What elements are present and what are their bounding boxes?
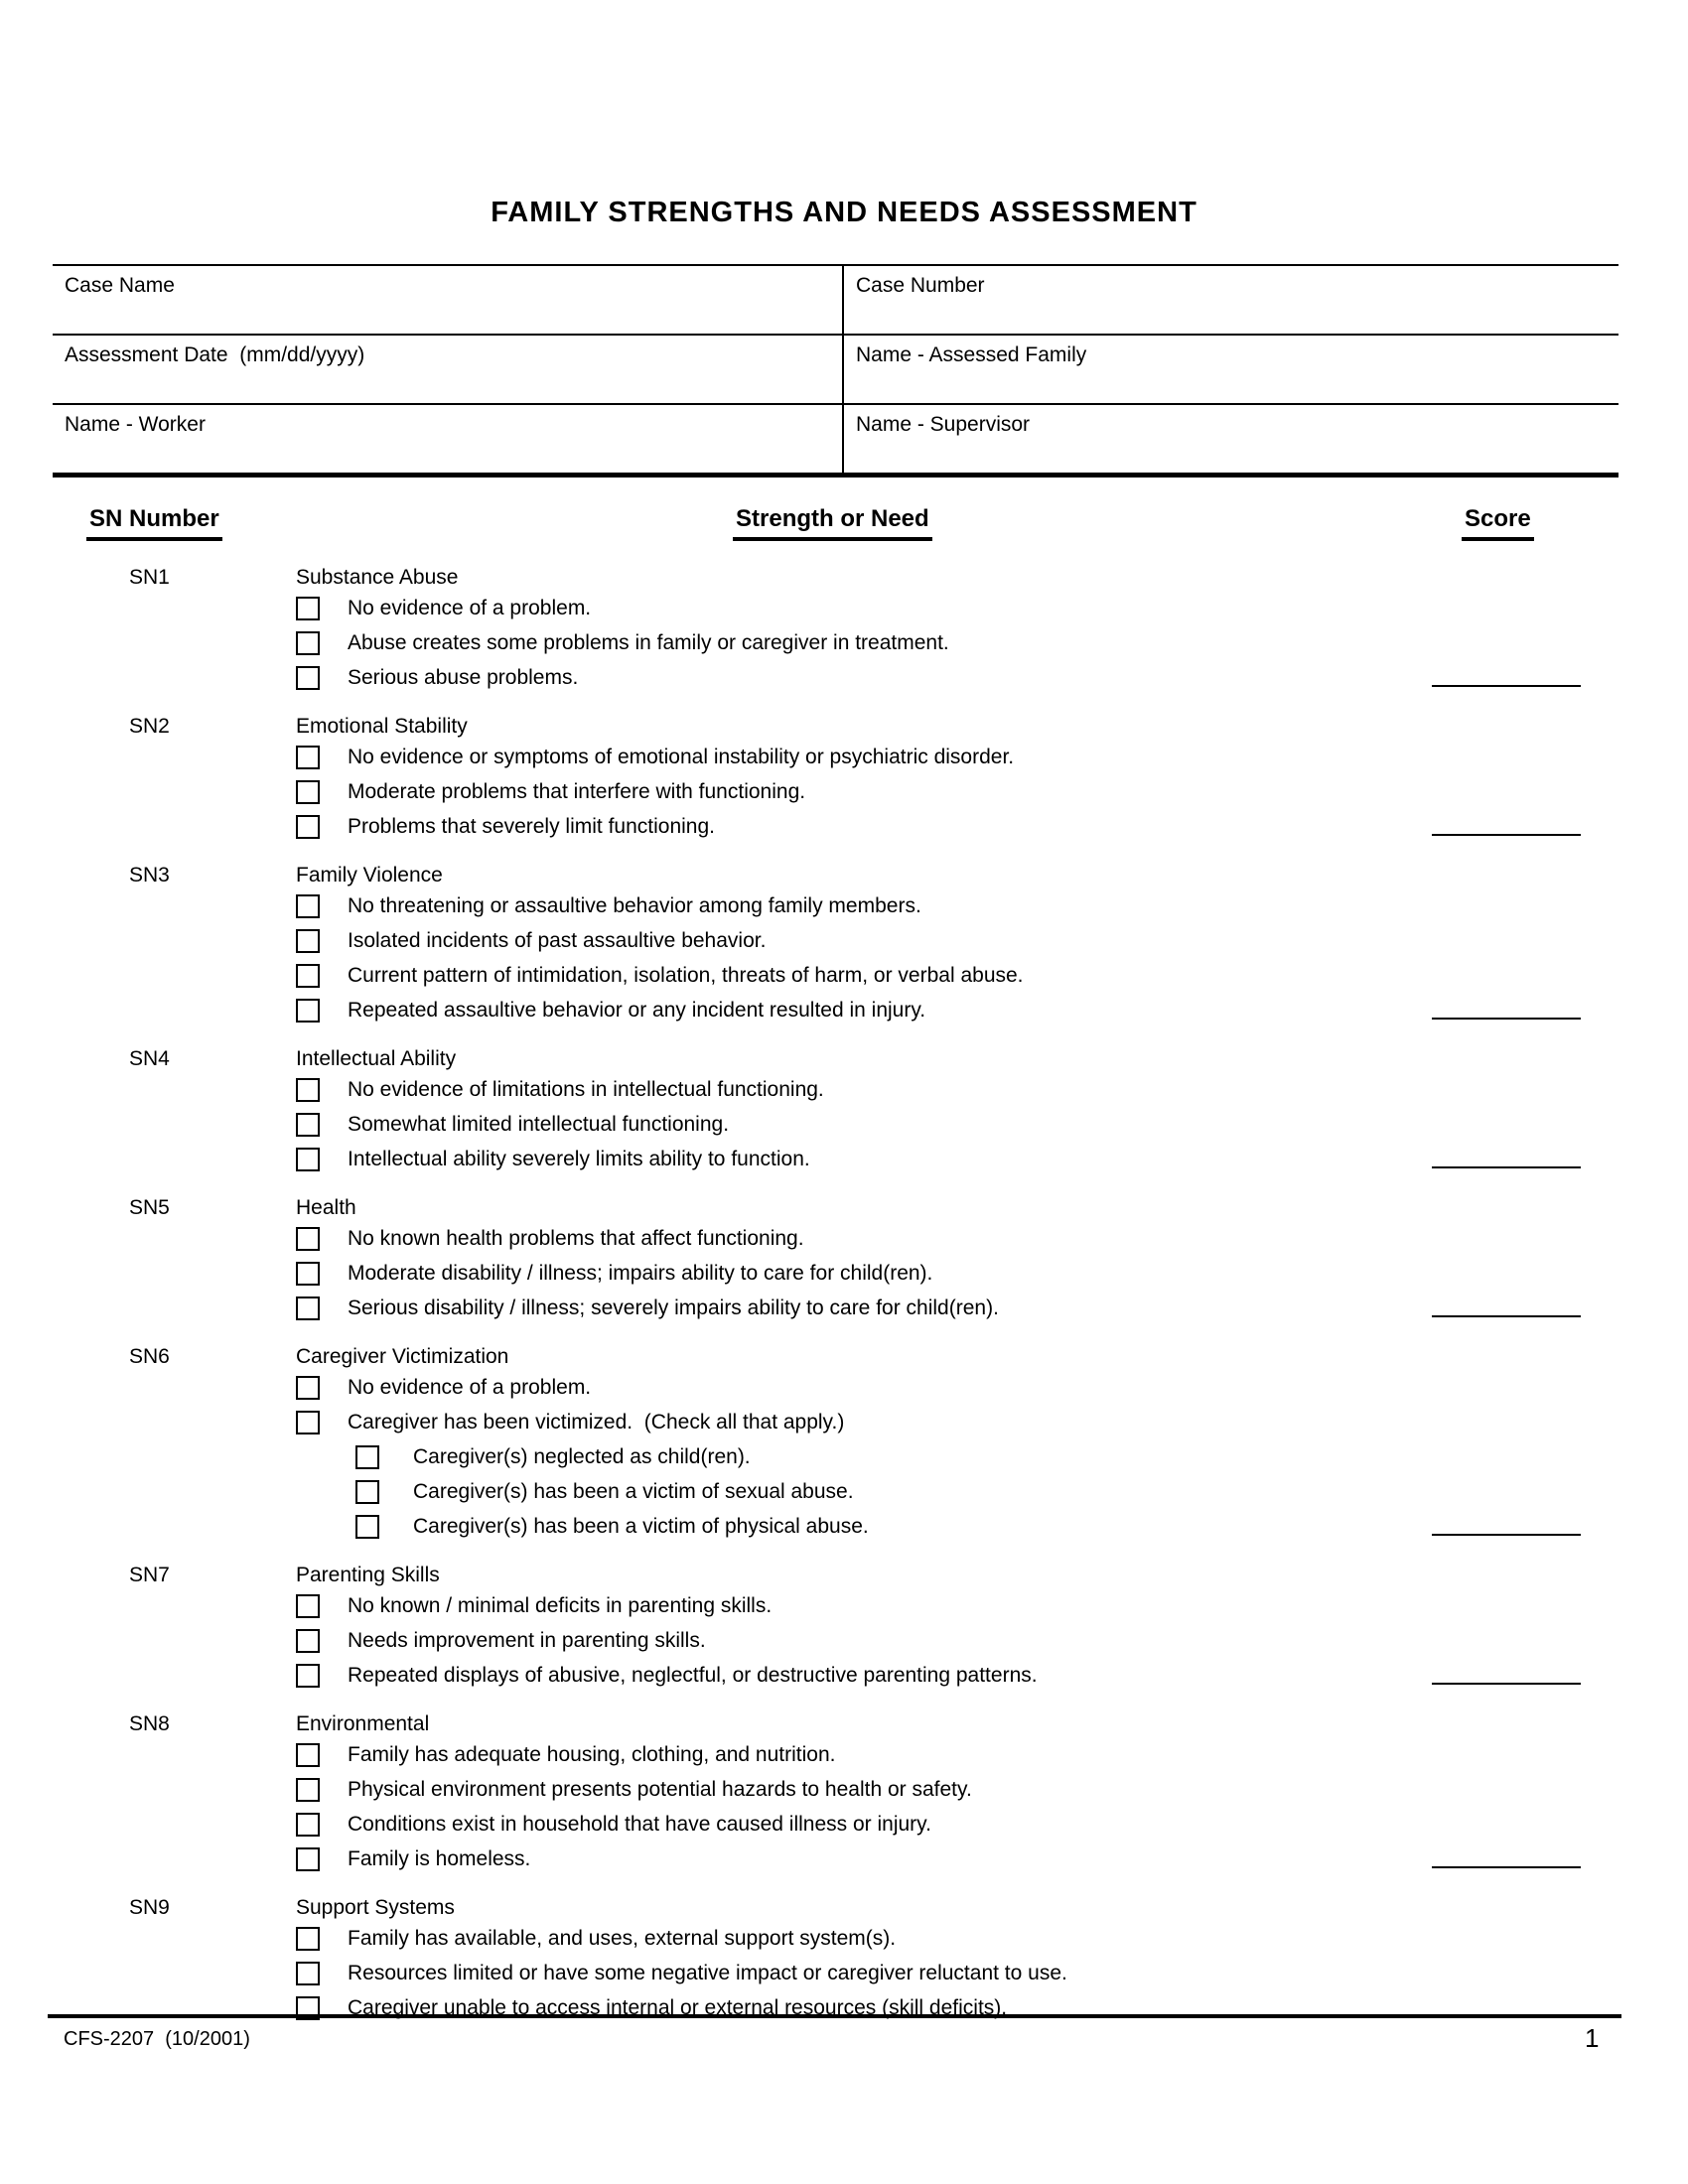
case-number-label: Case Number <box>856 274 985 297</box>
sn1-item-3-checkbox[interactable] <box>296 666 320 690</box>
section-heading <box>0 1895 1688 1921</box>
item-label: Physical environment presents potential hazards to health or safety. <box>348 1777 972 1801</box>
sn2-item-2-checkbox[interactable] <box>296 780 320 804</box>
form-number: CFS-2207 (10/2001) <box>64 2028 250 2050</box>
item-label: Isolated incidents of past assaultive behavior. <box>348 928 767 952</box>
item-label: Family has adequate housing, clothing, and nutrition. <box>348 1742 836 1766</box>
sn5-item-3 <box>296 1291 1688 1325</box>
sn7-item-3 <box>296 1658 1688 1693</box>
sn1-item-1-checkbox[interactable] <box>296 597 320 620</box>
item-label: No known health problems that affect functioning. <box>348 1226 804 1250</box>
sn5-score-line[interactable] <box>1432 1315 1581 1317</box>
item-label: Family has available, and uses, external support system(s). <box>348 1926 897 1950</box>
assessment-date-label: Assessment Date (mm/dd/yyyy) <box>65 343 365 366</box>
sn5-item-2 <box>296 1256 1688 1291</box>
sn1-item-1 <box>296 591 1688 625</box>
section-heading <box>0 1711 1688 1737</box>
item-label: Caregiver(s) has been a victim of sexual abuse. <box>413 1479 854 1503</box>
sn9-item-1-checkbox[interactable] <box>296 1927 320 1951</box>
sn6-item-1-checkbox[interactable] <box>296 1376 320 1400</box>
item-label: Conditions exist in household that have caused illness or injury. <box>348 1812 931 1836</box>
section-sn5 <box>0 1195 1688 1317</box>
sn5-item-1-checkbox[interactable] <box>296 1227 320 1251</box>
case-name-label: Case Name <box>65 274 175 297</box>
sn3-item-3-checkbox[interactable] <box>296 964 320 988</box>
sn9-item-2-checkbox[interactable] <box>296 1962 320 1985</box>
item-label: No evidence of a problem. <box>348 1375 592 1399</box>
sn6-item-2 <box>296 1405 1688 1439</box>
item-label: Family is homeless. <box>348 1846 531 1870</box>
sn-number-label: SN1 <box>129 566 170 589</box>
sn5-item-1 <box>296 1221 1688 1256</box>
sn2-item-1 <box>296 740 1688 774</box>
sn6-item-4-checkbox[interactable] <box>355 1480 379 1504</box>
footer-divider <box>48 2014 1621 2018</box>
sn4-item-3 <box>296 1142 1688 1176</box>
sn9-item-3 <box>296 1990 1688 2025</box>
section-title: Family Violence <box>296 864 443 887</box>
section-heading <box>0 1195 1688 1221</box>
item-label: Abuse creates some problems in family or caregiver in treatment. <box>348 630 949 654</box>
sn4-item-1-checkbox[interactable] <box>296 1078 320 1102</box>
page-number: 1 <box>1585 2023 1600 2053</box>
sn3-item-3 <box>296 958 1688 993</box>
sn4-item-2 <box>296 1107 1688 1142</box>
item-label: Caregiver(s) has been a victim of physical abuse. <box>413 1514 869 1538</box>
sn8-item-2 <box>296 1772 1688 1807</box>
item-label: Serious abuse problems. <box>348 665 579 689</box>
sn8-item-3 <box>296 1807 1688 1842</box>
sn7-score-line[interactable] <box>1432 1683 1581 1685</box>
column-header-strength-or-need: Strength or Need <box>733 505 932 541</box>
worker-name-label: Name - Worker <box>65 413 206 436</box>
page-title: FAMILY STRENGTHS AND NEEDS ASSESSMENT <box>491 197 1197 228</box>
sn-number-label: SN9 <box>129 1896 170 1919</box>
sn2-item-3-checkbox[interactable] <box>296 815 320 839</box>
supervisor-name-field[interactable] <box>844 405 1618 473</box>
sn2-item-2 <box>296 774 1688 809</box>
sn-number-label: SN7 <box>129 1564 170 1586</box>
sn8-item-3-checkbox[interactable] <box>296 1813 320 1837</box>
section-title: Parenting Skills <box>296 1564 440 1586</box>
sn-number-label: SN6 <box>129 1345 170 1368</box>
sn6-item-2-checkbox[interactable] <box>296 1411 320 1434</box>
item-label: Caregiver has been victimized. (Check all that apply.) <box>348 1410 845 1433</box>
sn-number-label: SN8 <box>129 1712 170 1735</box>
sn9-item-1 <box>296 1921 1688 1956</box>
column-header-score: Score <box>1462 505 1534 541</box>
section-heading <box>0 1046 1688 1072</box>
item-label: Needs improvement in parenting skills. <box>348 1628 706 1652</box>
sn6-score-line[interactable] <box>1432 1534 1581 1536</box>
section-sn4 <box>0 1046 1688 1168</box>
table-row <box>53 266 1618 336</box>
sn6-item-1 <box>296 1370 1688 1405</box>
sn9-item-2 <box>296 1956 1688 1990</box>
section-sn7 <box>0 1563 1688 1685</box>
section-heading <box>0 565 1688 591</box>
sn6-item-3 <box>355 1439 1688 1474</box>
case-name-field[interactable] <box>53 266 844 334</box>
sn2-score-line[interactable] <box>1432 834 1581 836</box>
item-label: Current pattern of intimidation, isolation, threats of harm, or verbal abuse. <box>348 963 1024 987</box>
section-heading <box>0 1563 1688 1588</box>
header-table <box>53 264 1618 478</box>
item-label: Repeated displays of abusive, neglectful, or destructive parenting patterns. <box>348 1663 1038 1687</box>
item-label: Repeated assaultive behavior or any incident resulted in injury. <box>348 998 926 1022</box>
assessment-sections <box>0 565 1688 2052</box>
case-number-field[interactable] <box>844 266 1618 334</box>
item-label: Problems that severely limit functioning. <box>348 814 715 838</box>
section-title: Substance Abuse <box>296 566 459 589</box>
sn-number-label: SN5 <box>129 1196 170 1219</box>
section-title: Caregiver Victimization <box>296 1345 509 1368</box>
sn5-item-2-checkbox[interactable] <box>296 1262 320 1286</box>
section-sn6 <box>0 1344 1688 1536</box>
section-heading <box>0 863 1688 888</box>
section-sn2 <box>0 714 1688 836</box>
sn3-score-line[interactable] <box>1432 1018 1581 1020</box>
item-label: Caregiver unable to access internal or external resources (skill deficits). <box>348 1995 1008 2019</box>
section-sn9 <box>0 1895 1688 2025</box>
sn2-item-3 <box>296 809 1688 844</box>
sn3-item-1 <box>296 888 1688 923</box>
sn7-item-2 <box>296 1623 1688 1658</box>
sn3-item-4 <box>296 993 1688 1027</box>
worker-name-field[interactable] <box>53 405 844 473</box>
column-header-sn-number: SN Number <box>86 505 222 541</box>
table-row <box>53 405 1618 473</box>
sn-number-label: SN2 <box>129 715 170 738</box>
sn8-item-1 <box>296 1737 1688 1772</box>
assessed-family-field[interactable] <box>844 336 1618 403</box>
sn8-item-4-checkbox[interactable] <box>296 1847 320 1871</box>
sn-number-label: SN4 <box>129 1047 170 1070</box>
item-label: No known / minimal deficits in parenting skills. <box>348 1593 773 1617</box>
section-heading <box>0 714 1688 740</box>
column-headers <box>0 505 1688 551</box>
sn6-item-5 <box>355 1509 1688 1544</box>
item-label: Somewhat limited intellectual functioning. <box>348 1112 730 1136</box>
item-label: No evidence of a problem. <box>348 596 592 619</box>
sn4-score-line[interactable] <box>1432 1166 1581 1168</box>
section-heading <box>0 1344 1688 1370</box>
item-label: No evidence of limitations in intellectual functioning. <box>348 1077 824 1101</box>
item-label: Serious disability / illness; severely impairs ability to care for child(ren). <box>348 1296 999 1319</box>
sn7-item-2-checkbox[interactable] <box>296 1629 320 1653</box>
sn1-item-3 <box>296 660 1688 695</box>
assessment-date-field[interactable] <box>53 336 844 403</box>
sn4-item-3-checkbox[interactable] <box>296 1148 320 1171</box>
item-label: Caregiver(s) neglected as child(ren). <box>413 1444 751 1468</box>
section-title: Emotional Stability <box>296 715 468 738</box>
section-sn1 <box>0 565 1688 687</box>
sn3-item-2-checkbox[interactable] <box>296 929 320 953</box>
sn6-item-4 <box>355 1474 1688 1509</box>
sn-number-label: SN3 <box>129 864 170 887</box>
sn4-item-1 <box>296 1072 1688 1107</box>
sn5-item-3-checkbox[interactable] <box>296 1297 320 1320</box>
section-title: Support Systems <box>296 1896 455 1919</box>
section-title: Environmental <box>296 1712 430 1735</box>
sn6-item-5-checkbox[interactable] <box>355 1515 379 1539</box>
sn1-item-2 <box>296 625 1688 660</box>
item-label: No evidence or symptoms of emotional instability or psychiatric disorder. <box>348 745 1015 768</box>
sn1-score-line[interactable] <box>1432 685 1581 687</box>
section-title: Health <box>296 1196 356 1219</box>
sn8-item-1-checkbox[interactable] <box>296 1743 320 1767</box>
item-label: Intellectual ability severely limits ability to function. <box>348 1147 810 1170</box>
item-label: Resources limited or have some negative impact or caregiver reluctant to use. <box>348 1961 1067 1984</box>
item-label: Moderate problems that interfere with functioning. <box>348 779 806 803</box>
section-sn3 <box>0 863 1688 1020</box>
sn4-item-2-checkbox[interactable] <box>296 1113 320 1137</box>
sn8-item-4 <box>296 1842 1688 1876</box>
table-row <box>53 336 1618 405</box>
assessed-family-label: Name - Assessed Family <box>856 343 1087 366</box>
sn6-item-3-checkbox[interactable] <box>355 1445 379 1469</box>
sn7-item-1-checkbox[interactable] <box>296 1594 320 1618</box>
sn7-item-1 <box>296 1588 1688 1623</box>
sn3-item-2 <box>296 923 1688 958</box>
sn7-item-3-checkbox[interactable] <box>296 1664 320 1688</box>
sn1-item-2-checkbox[interactable] <box>296 631 320 655</box>
sn8-score-line[interactable] <box>1432 1866 1581 1868</box>
sn8-item-2-checkbox[interactable] <box>296 1778 320 1802</box>
supervisor-name-label: Name - Supervisor <box>856 413 1031 436</box>
sn3-item-1-checkbox[interactable] <box>296 894 320 918</box>
sn3-item-4-checkbox[interactable] <box>296 999 320 1023</box>
section-sn8 <box>0 1711 1688 1868</box>
item-label: No threatening or assaultive behavior among family members. <box>348 893 921 917</box>
item-label: Moderate disability / illness; impairs ability to care for child(ren). <box>348 1261 933 1285</box>
sn2-item-1-checkbox[interactable] <box>296 746 320 769</box>
section-title: Intellectual Ability <box>296 1047 457 1070</box>
